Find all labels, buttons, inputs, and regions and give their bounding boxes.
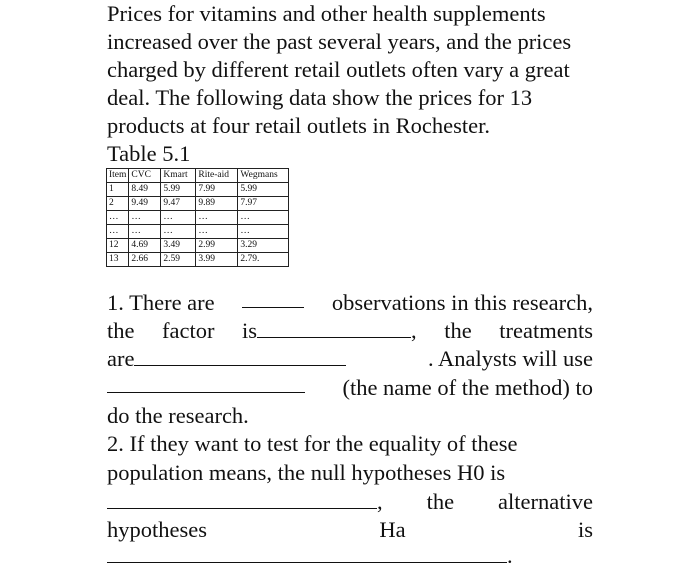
table-cell: 2.59 — [161, 253, 196, 267]
table-cell: … — [129, 225, 161, 239]
table-cell: 1 — [107, 183, 129, 197]
table-cell: 9.47 — [161, 197, 196, 211]
table-cell: 5.99 — [161, 183, 196, 197]
table-cell: … — [196, 211, 238, 225]
q2-line-2 — [107, 459, 593, 488]
table-cell: … — [161, 211, 196, 225]
table-cell: … — [161, 225, 196, 239]
q2-line-4 — [107, 516, 593, 545]
table-cell: … — [107, 225, 129, 239]
q1-text: . Analysts will use — [427, 346, 593, 371]
header-cell: Wegmans — [238, 169, 289, 183]
q2-line-3 — [107, 488, 593, 517]
table-cell: … — [196, 225, 238, 239]
method-blank[interactable] — [107, 374, 305, 393]
table-cell: … — [107, 211, 129, 225]
table-caption: Table 5.1 — [107, 141, 191, 166]
q1-line-1 — [107, 289, 593, 318]
q1-text: is — [242, 318, 258, 343]
q1-text: are — [107, 346, 135, 371]
q2-text: , — [377, 489, 383, 514]
header-cell: Rite-aid — [196, 169, 238, 183]
table-cell: 5.99 — [238, 183, 289, 197]
table-cell: 12 — [107, 239, 129, 253]
table-cell: 2.99 — [196, 239, 238, 253]
table-cell: 13 — [107, 253, 129, 267]
q1-text: , — [411, 318, 417, 343]
intro-line-4: deal. The following data show the prices for 13 — [107, 85, 533, 110]
header-cell: Item — [107, 169, 129, 183]
q2-text: hypotheses — [107, 517, 207, 542]
q2-text: alternative — [498, 489, 593, 514]
q2-text: Ha — [379, 517, 406, 542]
table-cell: 9.89 — [196, 197, 238, 211]
table-row — [107, 183, 289, 197]
table-cell: … — [238, 225, 289, 239]
table-cell: … — [238, 211, 289, 225]
table-cell: 2 — [107, 197, 129, 211]
table-cell: 8.49 — [129, 183, 161, 197]
q2-line-1: 2. If they want to test for the equality of these — [107, 431, 518, 456]
table-cell: 7.97 — [238, 197, 289, 211]
observations-blank[interactable] — [242, 289, 304, 308]
table-cell: 2.66 — [129, 253, 161, 267]
factor-blank[interactable] — [257, 319, 411, 338]
q1-text: observations in this research, — [331, 290, 593, 315]
table-row — [107, 253, 289, 267]
q2-text: the — [426, 489, 455, 514]
q2-text: population means, the null hypotheses H0 is — [107, 460, 506, 485]
q1-text: the — [444, 318, 472, 343]
header-cell: CVC — [129, 169, 161, 183]
table-row — [107, 197, 289, 211]
q1-text: (the name of the method) to — [342, 375, 593, 400]
table-row — [107, 211, 289, 225]
table-row — [107, 225, 289, 239]
intro-line-5: products at four retail outlets in Rochester. — [107, 113, 491, 138]
price-table — [106, 168, 289, 267]
intro-line-3: charged by different retail outlets often vary a great — [107, 57, 570, 82]
table-cell: 4.69 — [129, 239, 161, 253]
intro-line-2: increased over the past several years, and the prices — [107, 29, 572, 54]
q1-line-5: do the research. — [107, 403, 249, 428]
table-cell: 3.29 — [238, 239, 289, 253]
null-hypothesis-blank[interactable] — [107, 490, 377, 509]
table-cell: 3.99 — [196, 253, 238, 267]
alternative-hypothesis-blank[interactable] — [107, 544, 507, 563]
intro-line-1: Prices for vitamins and other health supplements — [107, 1, 546, 26]
q1-line-2 — [107, 317, 593, 346]
table-cell: 3.49 — [161, 239, 196, 253]
q1-line-4 — [107, 374, 593, 403]
q1-text: 1. There are — [107, 290, 215, 315]
table-header-row — [107, 169, 289, 183]
q1-text: treatments — [499, 318, 593, 343]
table-cell: 7.99 — [196, 183, 238, 197]
table-cell: … — [129, 211, 161, 225]
table-cell: 2.79. — [238, 253, 289, 267]
header-cell: Kmart — [161, 169, 196, 183]
q2-text: . — [507, 543, 513, 568]
treatments-blank[interactable] — [134, 347, 346, 366]
q1-text: the — [107, 318, 135, 343]
table-cell: 9.49 — [129, 197, 161, 211]
table-row — [107, 239, 289, 253]
q2-text: is — [577, 517, 593, 542]
q1-text: factor — [162, 318, 215, 343]
q2-line-5 — [107, 542, 593, 571]
q1-line-3 — [107, 345, 593, 374]
